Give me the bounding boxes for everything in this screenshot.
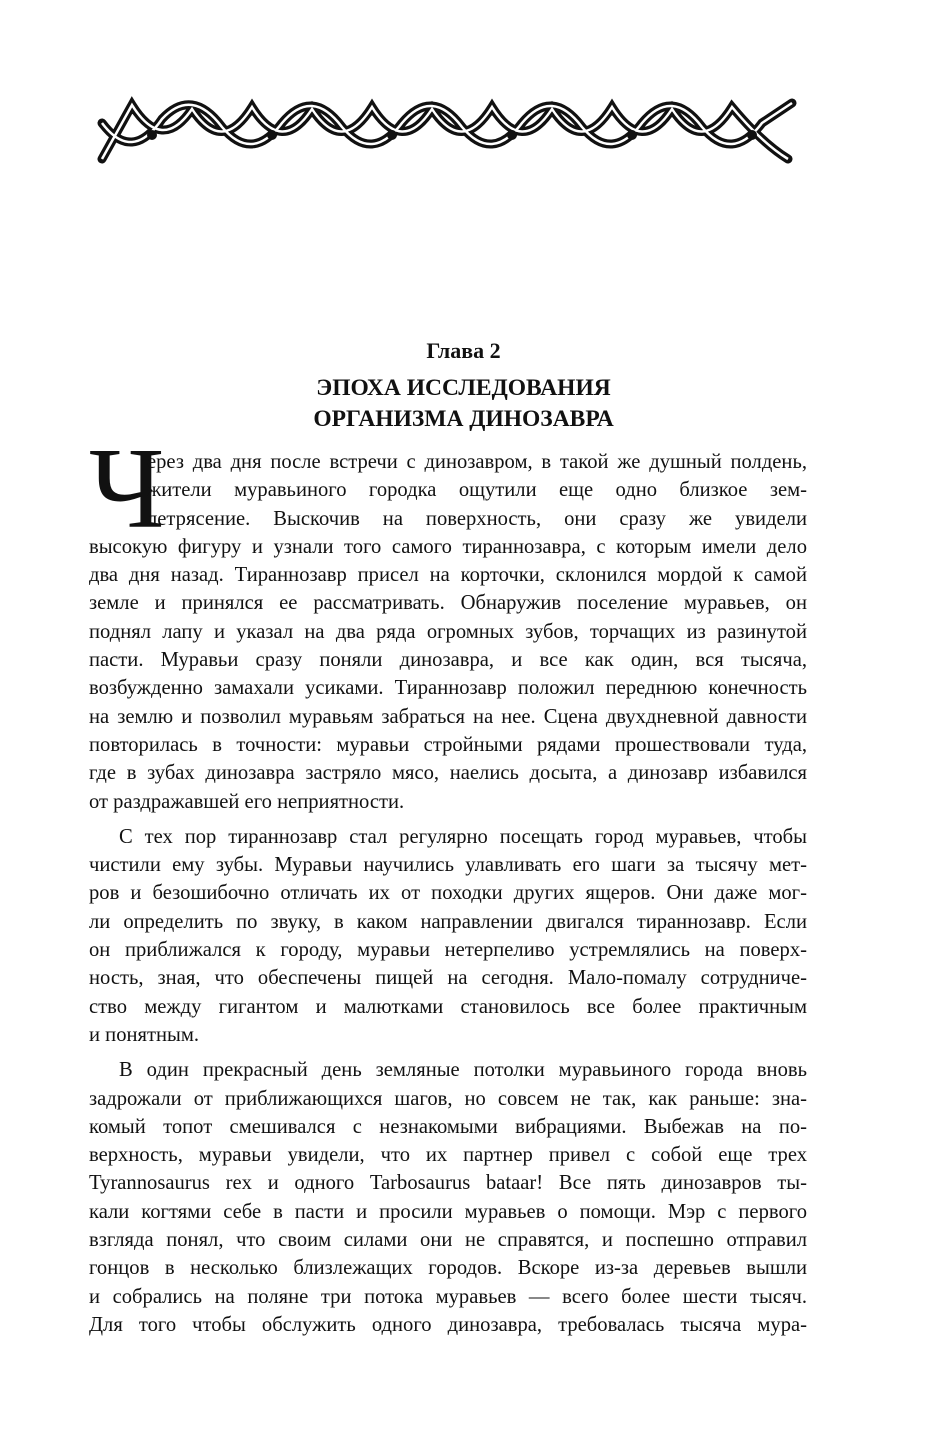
text-line: ство между гигантом и малютками становилось все более практичным bbox=[89, 995, 807, 1018]
text-line: жители муравьиного городка ощутили еще одно близкое зем- bbox=[147, 479, 807, 502]
text-line: повторилась в точности: муравьи стройными рядами прошествовали туда, bbox=[89, 733, 807, 756]
text-line: кали когтями себе в пасти и просили муравьев о помощи. Мэр с первого bbox=[89, 1200, 807, 1223]
chapter-number: Глава 2 bbox=[426, 338, 501, 363]
text-line: взгляда понял, что своим силами они не справятся, и поспешно отправил bbox=[89, 1229, 807, 1252]
text-line: и собрались на поляне три потока муравьев — всего более шести тысяч. bbox=[89, 1285, 807, 1308]
text-line: ерез два дня после встречи с динозавром, в такой же душный полдень, bbox=[147, 451, 807, 473]
text-line: поднял лапу и указал на два ряда огромных зубов, торчащих из разинутой bbox=[89, 620, 807, 643]
text-line: В один прекрасный день земляные потолки муравьиного города вновь bbox=[119, 1059, 807, 1082]
text-line: Для того чтобы обслужить одного динозавра, требовалась тысяча мура- bbox=[89, 1313, 807, 1336]
text-line: возбужденно замахали усиками. Тираннозавр положил переднюю конечность bbox=[89, 677, 807, 700]
chapter-title-line: ОРГАНИЗМА ДИНОЗАВРА bbox=[313, 406, 614, 432]
text-line: гонцов в несколько близлежащих городов. Вскоре из-за деревьев вышли bbox=[89, 1257, 807, 1280]
text-line: летрясение. Выскочив на поверхность, они сразу же увидели bbox=[147, 507, 807, 530]
text-line: ли определить по звуку, в каком направлении двигался тираннозавр. Если bbox=[89, 910, 807, 933]
text-line: ность, зная, что обеспечены пищей на сегодня. Мало-помалу сотрудниче- bbox=[89, 967, 807, 990]
text-line: от раздражавшей его неприятности. bbox=[89, 790, 405, 813]
text-line: высокую фигуру и узнали того самого тираннозавра, с которым имели дело bbox=[89, 535, 807, 558]
text-line: комый топот смешивался с незнакомыми вибрациями. Выбежав на по- bbox=[89, 1115, 807, 1138]
text-line: и понятным. bbox=[89, 1023, 200, 1046]
text-line: два дня назад. Тираннозавр присел на корточки, склонился мордой к самой bbox=[89, 564, 807, 587]
text-line: он приближался к городу, муравьи нетерпеливо устремлялись на поверх- bbox=[89, 939, 807, 962]
text-line: на землю и позволил муравьям забраться на нее. Сцена двухдневной давности bbox=[89, 705, 807, 728]
text-line: Tyrannosaurus rex и одного Tarbosaurus bataar! Все пять динозавров ты- bbox=[89, 1172, 807, 1195]
text-line: С тех пор тираннозавр стал регулярно посещать город муравьев, чтобы bbox=[119, 825, 807, 848]
text-line: где в зубах динозавра застряло мясо, наелись досыта, а динозавр избавился bbox=[89, 762, 807, 785]
text-line: задрожали от приближающихся шагов, но совсем не так, как раньше: зна- bbox=[89, 1087, 807, 1110]
body-text bbox=[89, 448, 807, 1339]
chapter-title-line: ЭПОХА ИССЛЕДОВАНИЯ bbox=[316, 375, 611, 401]
text-line: пасти. Муравьи сразу поняли динозавра, и все как один, вся тысяча, bbox=[89, 649, 807, 672]
celtic-knot-ornament bbox=[92, 93, 798, 170]
text-line: ров и безошибочно отличать их от походки других ящеров. Они даже мог- bbox=[89, 882, 807, 905]
text-line: чистили ему зубы. Муравьи научились улавливать его шаги за тысячу мет- bbox=[89, 854, 807, 877]
text-line: верхность, муравьи увидели, что их партнер привел с собой еще трех bbox=[89, 1144, 807, 1167]
text-line: земле и принялся ее рассматривать. Обнаружив поселение муравьев, он bbox=[89, 592, 807, 615]
drop-cap: Ч bbox=[89, 425, 165, 553]
